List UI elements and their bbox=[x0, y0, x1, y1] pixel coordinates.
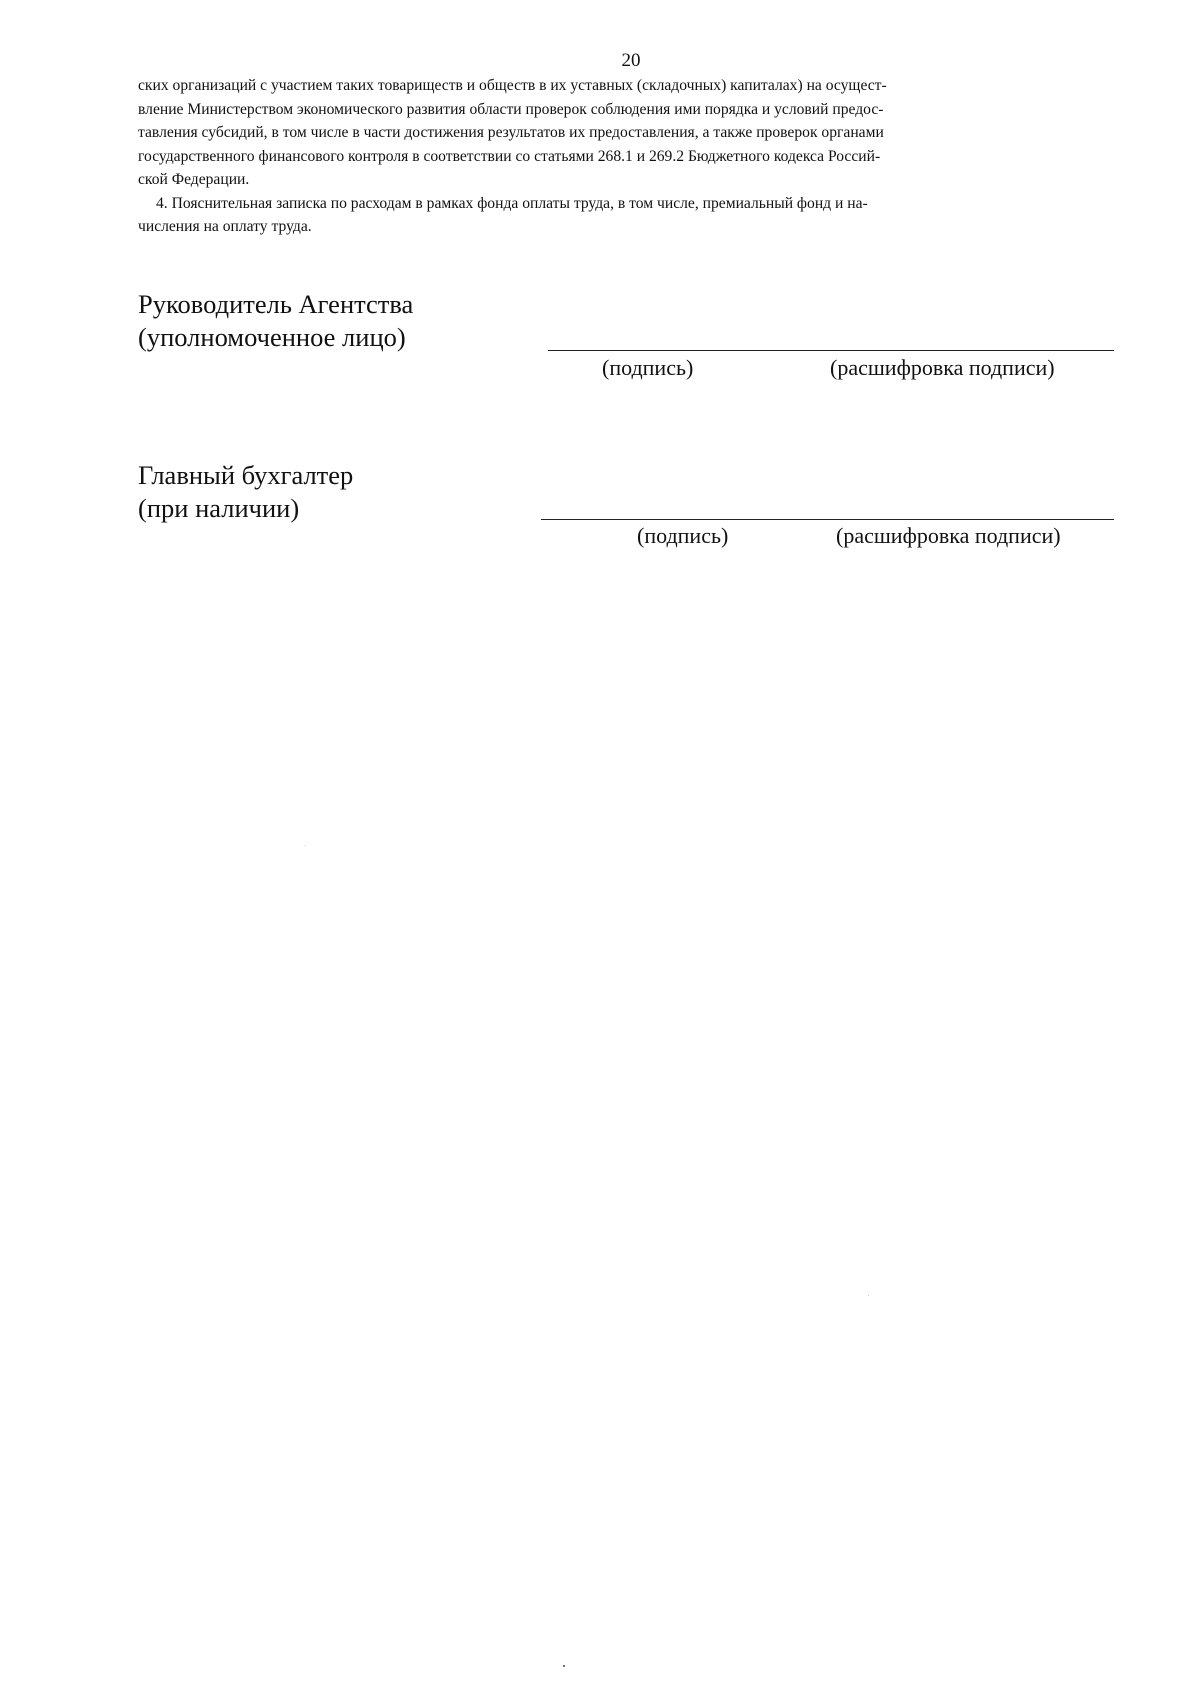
signatory-title-line: (уполномоченное лицо) bbox=[138, 322, 406, 352]
body-text bbox=[138, 74, 1114, 239]
signatory-title-line: (при наличии) bbox=[138, 493, 300, 523]
signature-line bbox=[541, 519, 1114, 520]
signature-decoding-caption: (расшифровка подписи) bbox=[830, 355, 1055, 380]
paragraph-line: тавления субсидий, в том числе в части достижения результатов их предоставления, а также проверок органами bbox=[138, 124, 884, 141]
signatory-title-line: Главный бухгалтер bbox=[138, 460, 354, 490]
signatory-title-accountant bbox=[138, 459, 353, 525]
scan-speck bbox=[305, 845, 306, 846]
paragraph-line: числения на оплату труда. bbox=[138, 218, 312, 235]
signatory-title-head bbox=[138, 288, 413, 354]
paragraph-line: вление Министерством экономического развития области проверок соблюдения ими порядка и условий предос- bbox=[138, 100, 884, 118]
paragraph-line: государственного финансового контроля в соответствии со статьями 268.1 и 269.2 Бюджетного кодекса Россий- bbox=[138, 147, 881, 165]
signatory-title-line: Руководитель Агентства bbox=[138, 289, 414, 319]
signature-line bbox=[548, 350, 1114, 351]
scan-speck bbox=[563, 1665, 565, 1667]
signature-caption: (подпись) bbox=[602, 355, 694, 380]
paragraph-line: 4. Пояснительная записка по расходам в рамках фонда оплаты труда, в том числе, премиальный фонд и на- bbox=[156, 194, 868, 212]
signature-caption: (подпись) bbox=[637, 523, 729, 548]
paragraph-line: ских организаций с участием таких товариществ и обществ в их уставных (складочных) капиталах) на осущест- bbox=[138, 77, 887, 94]
page-number: 20 bbox=[621, 50, 641, 71]
paragraph-line: ской Федерации. bbox=[138, 171, 250, 188]
scan-speck bbox=[868, 1295, 869, 1296]
signature-decoding-caption: (расшифровка подписи) bbox=[836, 523, 1061, 548]
